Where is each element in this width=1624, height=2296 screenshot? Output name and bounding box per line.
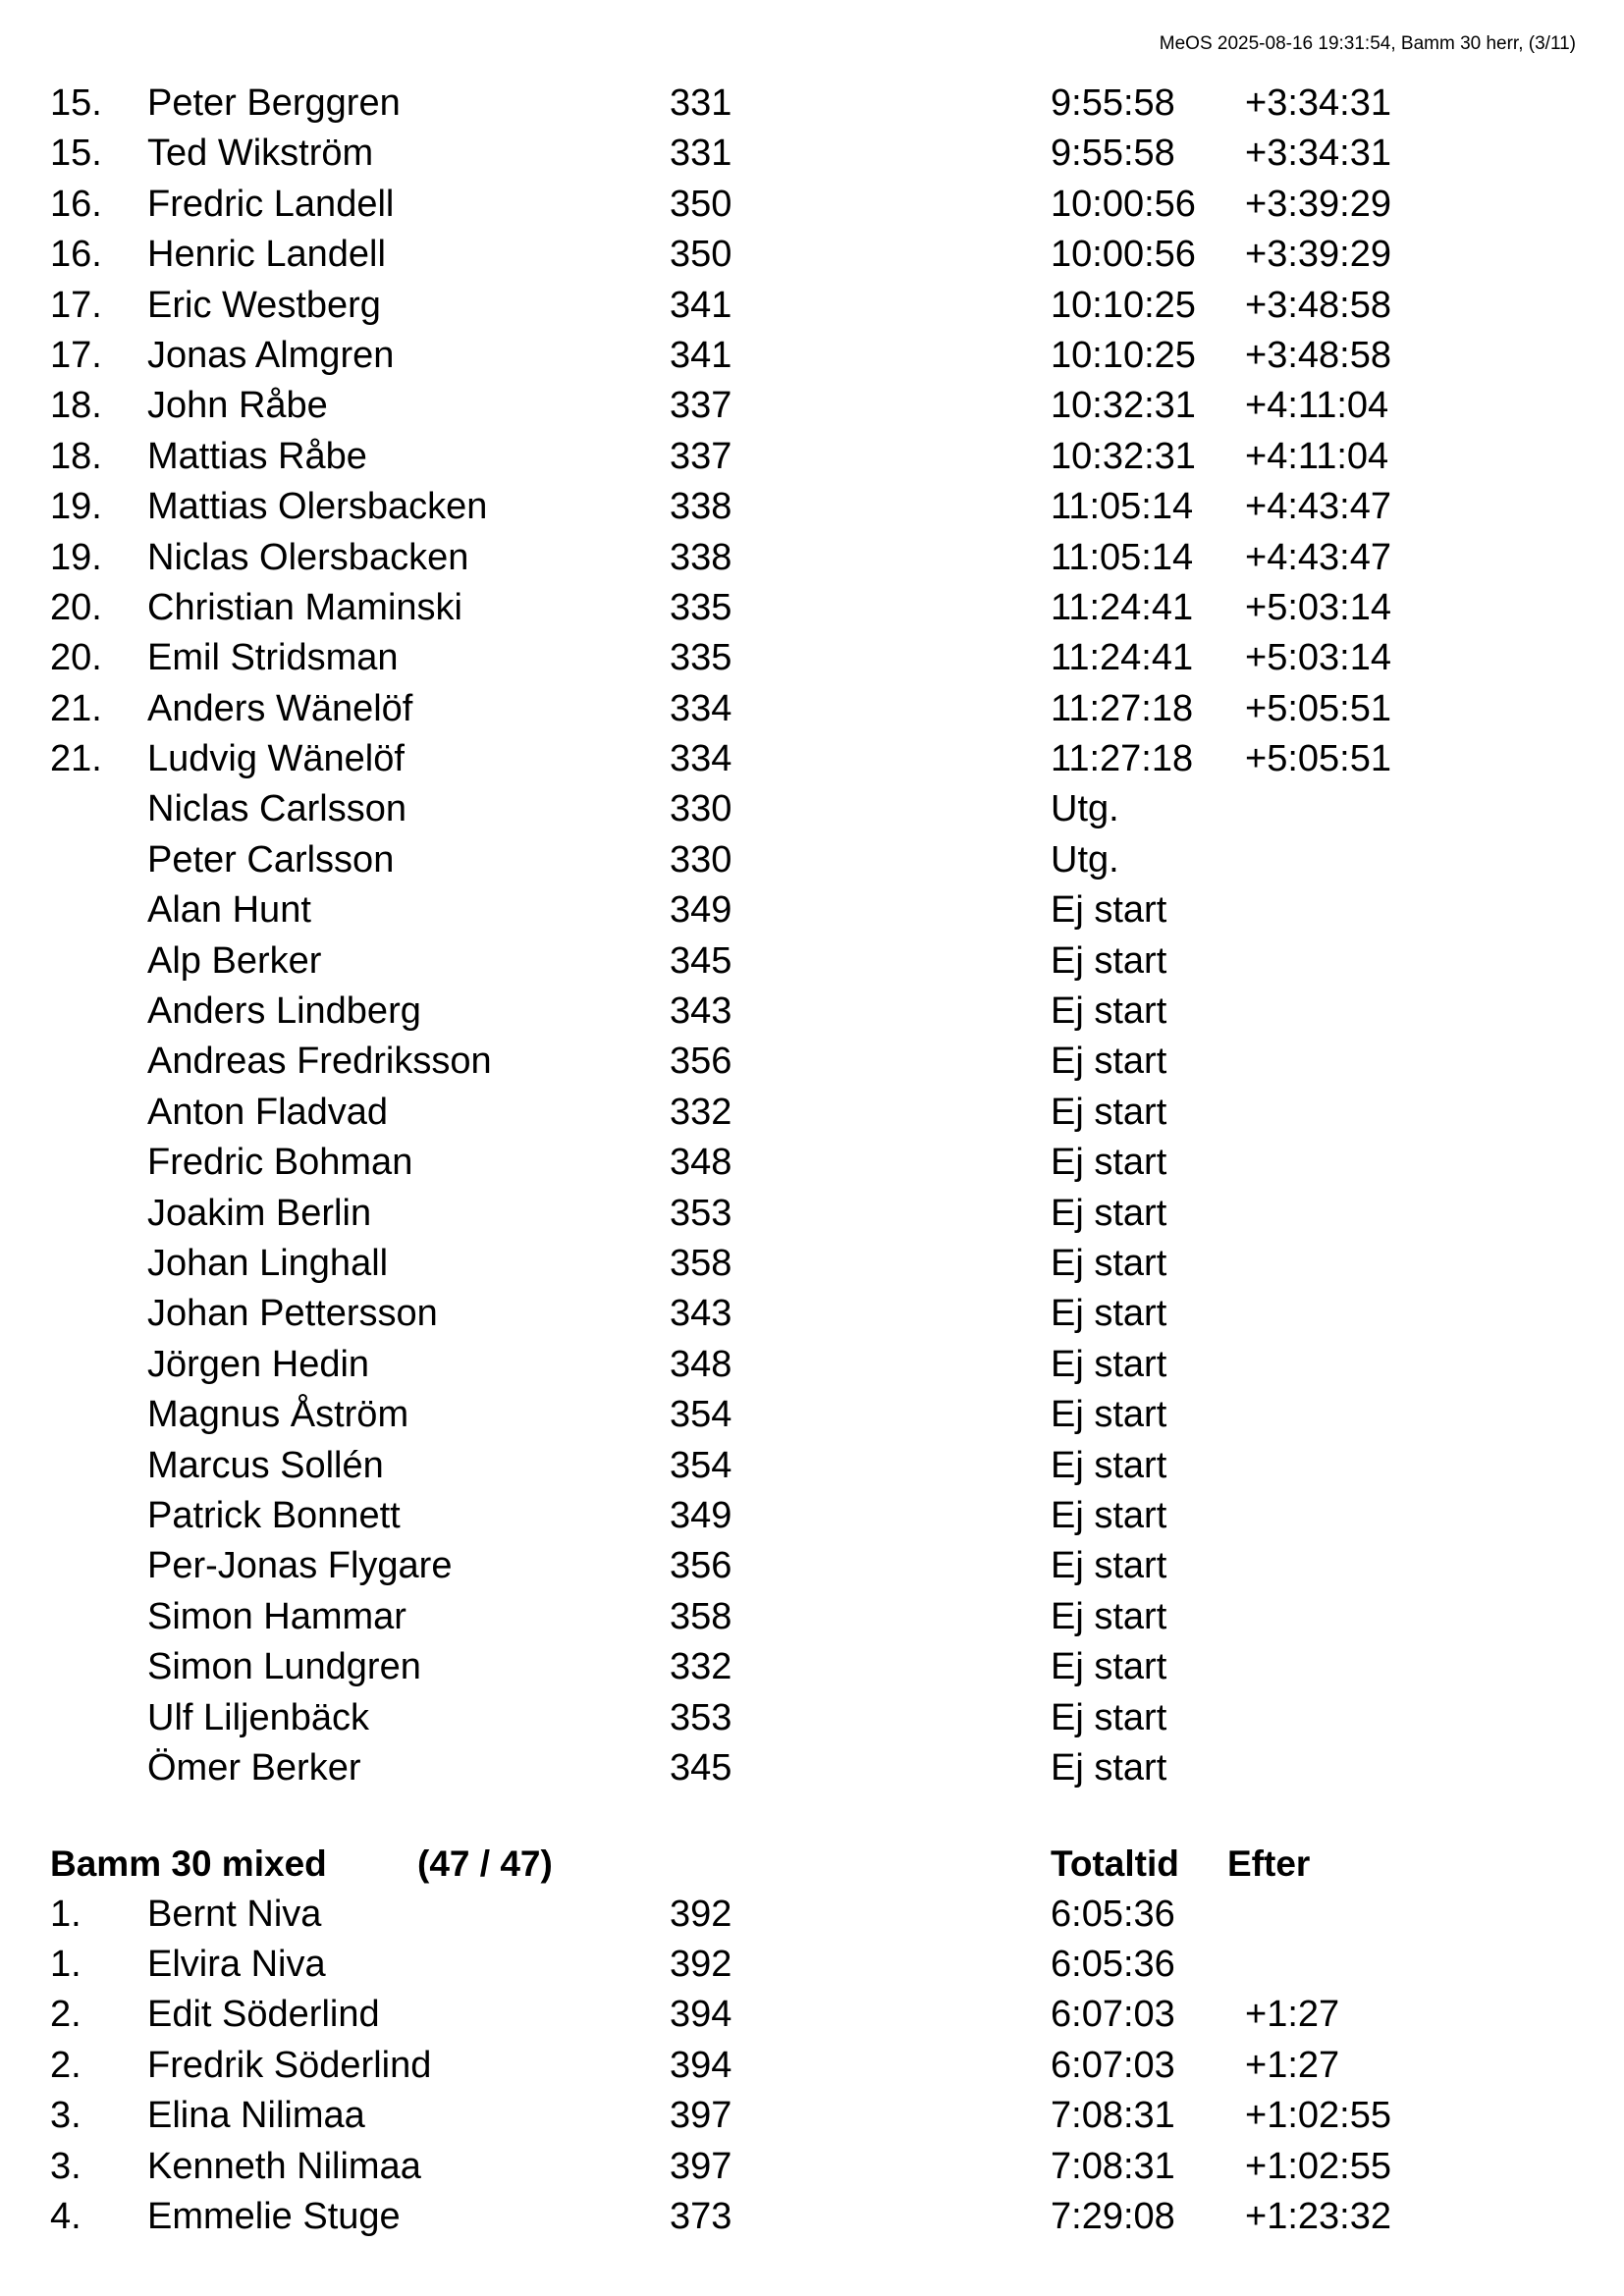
competitor-name: Bernt Niva xyxy=(147,1893,322,1935)
bib-number: 341 xyxy=(670,284,732,326)
bib-number: 343 xyxy=(670,990,732,1033)
class-header xyxy=(0,1839,1624,1889)
result-time: Ej start xyxy=(1051,1646,1167,1688)
competitor-name: Kenneth Nilimaa xyxy=(147,2145,421,2187)
time-behind: +1:23:32 xyxy=(1245,2196,1391,2238)
result-row xyxy=(0,936,1624,987)
competitor-name: Niclas Carlsson xyxy=(147,788,406,830)
bib-number: 394 xyxy=(670,2044,732,2086)
time-behind: +4:43:47 xyxy=(1245,486,1391,528)
bib-number: 397 xyxy=(670,2095,732,2137)
bib-number: 345 xyxy=(670,939,732,982)
result-place: 19. xyxy=(50,486,102,528)
competitor-name: Magnus Åström xyxy=(147,1394,409,1436)
bib-number: 353 xyxy=(670,1696,732,1738)
competitor-name: Fredrik Söderlind xyxy=(147,2044,432,2086)
bib-number: 349 xyxy=(670,889,732,932)
result-row xyxy=(0,381,1624,431)
result-row xyxy=(0,987,1624,1037)
result-time: Ej start xyxy=(1051,990,1167,1033)
competitor-name: Andreas Fredriksson xyxy=(147,1041,492,1083)
result-row xyxy=(0,784,1624,834)
bib-number: 354 xyxy=(670,1394,732,1436)
result-row xyxy=(0,885,1624,935)
time-behind: +3:34:31 xyxy=(1245,133,1391,175)
result-place: 3. xyxy=(50,2145,81,2187)
bib-number: 334 xyxy=(670,687,732,729)
result-time: 6:07:03 xyxy=(1051,1994,1175,2036)
competitor-name: Anders Wänelöf xyxy=(147,687,413,729)
result-time: 11:27:18 xyxy=(1051,687,1194,729)
result-row xyxy=(0,1088,1624,1138)
result-time: Ej start xyxy=(1051,1746,1167,1789)
result-time: 10:00:56 xyxy=(1051,234,1196,276)
competitor-name: Eric Westberg xyxy=(147,284,381,326)
competitor-name: Ulf Liljenbäck xyxy=(147,1696,369,1738)
time-behind: +1:27 xyxy=(1245,2044,1340,2086)
result-place: 18. xyxy=(50,435,102,477)
bib-number: 348 xyxy=(670,1343,732,1385)
competitor-name: Johan Pettersson xyxy=(147,1293,438,1335)
competitor-name: Elvira Niva xyxy=(147,1944,326,1986)
time-behind: +4:11:04 xyxy=(1245,385,1389,427)
bib-number: 392 xyxy=(670,1893,732,1935)
mixed-results xyxy=(0,1890,1624,2243)
result-place: 4. xyxy=(50,2196,81,2238)
result-time: 11:05:14 xyxy=(1051,486,1194,528)
competitor-name: Peter Berggren xyxy=(147,82,401,124)
competitor-name: Ted Wikström xyxy=(147,133,374,175)
result-place: 16. xyxy=(50,234,102,276)
result-time: Ej start xyxy=(1051,1041,1167,1083)
result-place: 1. xyxy=(50,1944,81,1986)
result-time: 11:24:41 xyxy=(1051,637,1194,679)
bib-number: 331 xyxy=(670,82,732,124)
bib-number: 337 xyxy=(670,385,732,427)
competitor-name: Simon Lundgren xyxy=(147,1646,421,1688)
result-row xyxy=(0,1189,1624,1239)
result-place: 15. xyxy=(50,133,102,175)
bib-number: 358 xyxy=(670,1242,732,1284)
result-time: Ej start xyxy=(1051,1394,1167,1436)
bib-number: 358 xyxy=(670,1595,732,1637)
competitor-name: Anders Lindberg xyxy=(147,990,421,1033)
result-time: Ej start xyxy=(1051,889,1167,932)
competitor-name: Marcus Sollén xyxy=(147,1444,384,1486)
result-time: Ej start xyxy=(1051,1444,1167,1486)
competitor-name: Elina Nilimaa xyxy=(147,2095,365,2137)
bib-number: 343 xyxy=(670,1293,732,1335)
bib-number: 335 xyxy=(670,637,732,679)
time-behind: +5:05:51 xyxy=(1245,687,1391,729)
time-behind: +3:48:58 xyxy=(1245,334,1391,376)
result-time: Ej start xyxy=(1051,1343,1167,1385)
result-time: 6:05:36 xyxy=(1051,1893,1175,1935)
competitor-name: Jörgen Hedin xyxy=(147,1343,370,1385)
result-row xyxy=(0,1541,1624,1591)
bib-number: 349 xyxy=(670,1494,732,1536)
result-row xyxy=(0,482,1624,532)
result-time: Ej start xyxy=(1051,1696,1167,1738)
result-time: 7:08:31 xyxy=(1051,2145,1175,2187)
bib-number: 331 xyxy=(670,133,732,175)
competitor-name: Mattias Råbe xyxy=(147,435,367,477)
result-place: 17. xyxy=(50,284,102,326)
time-behind: +4:11:04 xyxy=(1245,435,1389,477)
class-count: (47 / 47) xyxy=(417,1843,553,1885)
result-place: 21. xyxy=(50,687,102,729)
result-time: 7:29:08 xyxy=(1051,2196,1175,2238)
result-time: Ej start xyxy=(1051,939,1167,982)
result-place: 20. xyxy=(50,637,102,679)
competitor-name: Jonas Almgren xyxy=(147,334,395,376)
result-row xyxy=(0,1890,1624,1940)
bib-number: 394 xyxy=(670,1994,732,2036)
competitor-name: John Råbe xyxy=(147,385,328,427)
bib-number: 345 xyxy=(670,1746,732,1789)
result-row xyxy=(0,533,1624,583)
result-time: 10:32:31 xyxy=(1051,385,1196,427)
result-row xyxy=(0,1138,1624,1188)
result-time: Ej start xyxy=(1051,1091,1167,1133)
result-row xyxy=(0,1642,1624,1692)
result-time: 11:24:41 xyxy=(1051,586,1194,628)
result-row xyxy=(0,2091,1624,2141)
competitor-name: Alan Hunt xyxy=(147,889,311,932)
result-time: 10:10:25 xyxy=(1051,334,1196,376)
time-behind: +5:03:14 xyxy=(1245,637,1391,679)
result-time: 6:07:03 xyxy=(1051,2044,1175,2086)
competitor-name: Joakim Berlin xyxy=(147,1192,372,1234)
result-time: Ej start xyxy=(1051,1142,1167,1184)
time-behind: +3:48:58 xyxy=(1245,284,1391,326)
result-place: 18. xyxy=(50,385,102,427)
result-time: 9:55:58 xyxy=(1051,133,1175,175)
total-time-header: Totaltid xyxy=(1051,1843,1179,1885)
result-time: Utg. xyxy=(1051,838,1119,881)
result-place: 15. xyxy=(50,82,102,124)
competitor-name: Niclas Olersbacken xyxy=(147,536,469,578)
result-row xyxy=(0,633,1624,683)
bib-number: 337 xyxy=(670,435,732,477)
results-list xyxy=(0,79,1624,2242)
result-row xyxy=(0,1441,1624,1491)
result-row xyxy=(0,2142,1624,2192)
result-row xyxy=(0,2192,1624,2242)
competitor-name: Emmelie Stuge xyxy=(147,2196,401,2238)
competitor-name: Anton Fladvad xyxy=(147,1091,389,1133)
class-name: Bamm 30 mixed xyxy=(50,1843,327,1885)
bib-number: 354 xyxy=(670,1444,732,1486)
competitor-name: Patrick Bonnett xyxy=(147,1494,401,1536)
competitor-name: Alp Berker xyxy=(147,939,322,982)
time-behind: +3:34:31 xyxy=(1245,82,1391,124)
competitor-name: Mattias Olersbacken xyxy=(147,486,488,528)
competitor-name: Henric Landell xyxy=(147,234,386,276)
section-spacer xyxy=(0,1793,1624,1839)
result-row xyxy=(0,1340,1624,1390)
result-row xyxy=(0,1592,1624,1642)
bib-number: 332 xyxy=(670,1091,732,1133)
competitor-name: Fredric Bohman xyxy=(147,1142,413,1184)
time-behind: +1:02:55 xyxy=(1245,2095,1391,2137)
result-row xyxy=(0,2041,1624,2091)
result-time: Ej start xyxy=(1051,1293,1167,1335)
result-time: Ej start xyxy=(1051,1242,1167,1284)
time-behind: +3:39:29 xyxy=(1245,234,1391,276)
bib-number: 332 xyxy=(670,1646,732,1688)
result-row xyxy=(0,734,1624,784)
bib-number: 330 xyxy=(670,838,732,881)
time-behind: +4:43:47 xyxy=(1245,536,1391,578)
result-row xyxy=(0,1693,1624,1743)
result-row xyxy=(0,1990,1624,2040)
bib-number: 348 xyxy=(670,1142,732,1184)
result-row xyxy=(0,835,1624,885)
bib-number: 356 xyxy=(670,1041,732,1083)
competitor-name: Per-Jonas Flygare xyxy=(147,1545,453,1587)
bib-number: 373 xyxy=(670,2196,732,2238)
result-row xyxy=(0,1037,1624,1087)
result-row xyxy=(0,180,1624,230)
result-row xyxy=(0,1239,1624,1289)
result-place: 16. xyxy=(50,183,102,225)
bib-number: 353 xyxy=(670,1192,732,1234)
competitor-name: Emil Stridsman xyxy=(147,637,399,679)
result-place: 2. xyxy=(50,2044,81,2086)
time-behind: +1:02:55 xyxy=(1245,2145,1391,2187)
result-row xyxy=(0,129,1624,179)
result-place: 20. xyxy=(50,586,102,628)
result-time: Ej start xyxy=(1051,1545,1167,1587)
result-time: Ej start xyxy=(1051,1595,1167,1637)
result-time: 11:05:14 xyxy=(1051,536,1194,578)
result-place: 19. xyxy=(50,536,102,578)
result-place: 17. xyxy=(50,334,102,376)
result-row xyxy=(0,1491,1624,1541)
result-row xyxy=(0,331,1624,381)
result-time: Ej start xyxy=(1051,1192,1167,1234)
bib-number: 392 xyxy=(670,1944,732,1986)
result-time: Utg. xyxy=(1051,788,1119,830)
result-time: 6:05:36 xyxy=(1051,1944,1175,1986)
result-time: 11:27:18 xyxy=(1051,738,1194,780)
time-behind: +1:27 xyxy=(1245,1994,1340,2036)
result-row xyxy=(0,432,1624,482)
bib-number: 341 xyxy=(670,334,732,376)
result-row xyxy=(0,1390,1624,1440)
competitor-name: Fredric Landell xyxy=(147,183,395,225)
result-row xyxy=(0,583,1624,633)
result-time: 7:08:31 xyxy=(1051,2095,1175,2137)
bib-number: 334 xyxy=(670,738,732,780)
competitor-name: Johan Linghall xyxy=(147,1242,389,1284)
behind-header: Efter xyxy=(1227,1843,1311,1885)
bib-number: 335 xyxy=(670,586,732,628)
result-place: 3. xyxy=(50,2095,81,2137)
bib-number: 356 xyxy=(670,1545,732,1587)
result-row xyxy=(0,281,1624,331)
result-row xyxy=(0,1940,1624,1990)
result-place: 2. xyxy=(50,1994,81,2036)
competitor-name: Ömer Berker xyxy=(147,1746,361,1789)
result-place: 21. xyxy=(50,738,102,780)
continued-results xyxy=(0,79,1624,1793)
result-time: 10:10:25 xyxy=(1051,284,1196,326)
bib-number: 350 xyxy=(670,183,732,225)
bib-number: 338 xyxy=(670,486,732,528)
page-header: MeOS 2025-08-16 19:31:54, Bamm 30 herr, (3/11) xyxy=(1159,33,1576,54)
result-place: 1. xyxy=(50,1893,81,1935)
result-row xyxy=(0,79,1624,129)
result-time: 10:00:56 xyxy=(1051,183,1196,225)
result-time: Ej start xyxy=(1051,1494,1167,1536)
competitor-name: Christian Maminski xyxy=(147,586,462,628)
result-time: 10:32:31 xyxy=(1051,435,1196,477)
time-behind: +5:03:14 xyxy=(1245,586,1391,628)
competitor-name: Ludvig Wänelöf xyxy=(147,738,405,780)
result-row xyxy=(0,1743,1624,1793)
time-behind: +5:05:51 xyxy=(1245,738,1391,780)
bib-number: 330 xyxy=(670,788,732,830)
result-time: 9:55:58 xyxy=(1051,82,1175,124)
competitor-name: Simon Hammar xyxy=(147,1595,406,1637)
result-row xyxy=(0,684,1624,734)
time-behind: +3:39:29 xyxy=(1245,183,1391,225)
result-row xyxy=(0,230,1624,280)
bib-number: 350 xyxy=(670,234,732,276)
bib-number: 397 xyxy=(670,2145,732,2187)
bib-number: 338 xyxy=(670,536,732,578)
result-row xyxy=(0,1289,1624,1339)
competitor-name: Edit Söderlind xyxy=(147,1994,380,2036)
competitor-name: Peter Carlsson xyxy=(147,838,395,881)
